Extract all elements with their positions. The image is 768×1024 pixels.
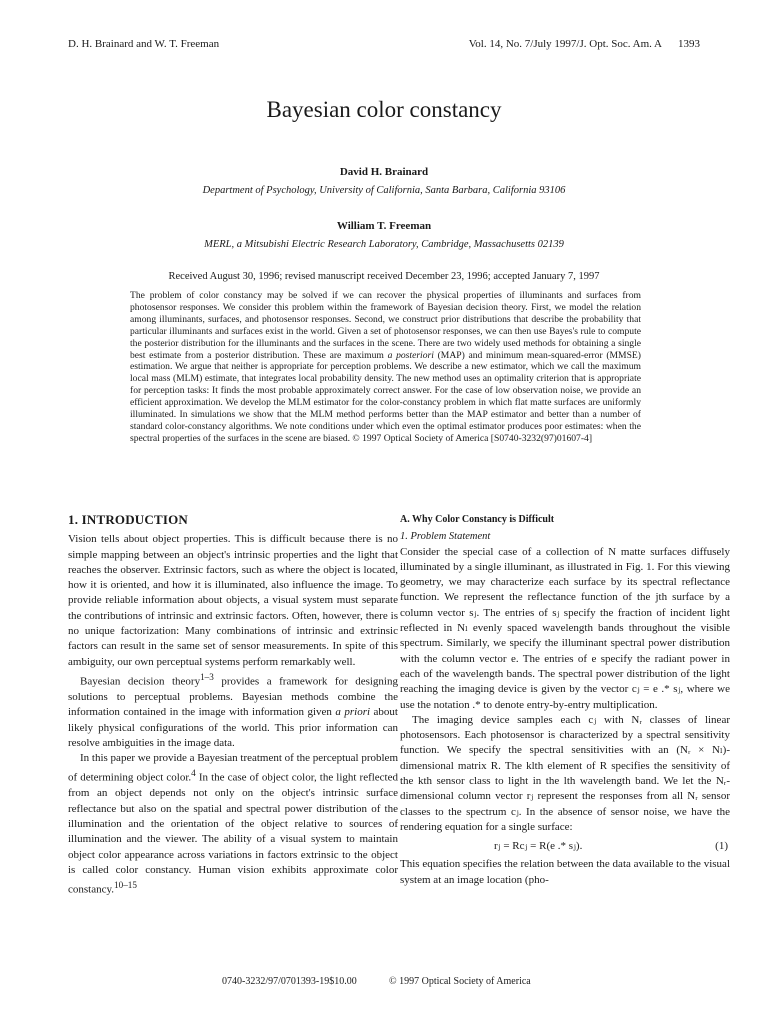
header-page-number: 1393 <box>678 38 700 50</box>
problem-paragraph-2: The imaging device samples each cⱼ with Nᵣ classes of linear photosensors. Each photosensor is characterized by a spectral sensitivity function. We specify the spectral sensitivities with an (Nᵣ × Nₗ)-dimensional matrix R. The klth element of R specifies the sensitivity of the kth sensor class to light in the lth wavelength band. We let the Nᵣ-dimensional column vector rⱼ represent the responses from all Nᵣ sensor classes to the spectrum cⱼ. In the absence of sensor noise, we have the rendering equation for a single surface: <box>400 713 730 833</box>
author-affiliation-2: MERL, a Mitsubishi Electric Research Laboratory, Cambridge, Massachusetts 02139 <box>204 239 564 250</box>
running-header <box>68 38 700 52</box>
author-name-1: David H. Brainard <box>339 166 429 178</box>
equation-expression: rⱼ = Rcⱼ = R(e .* sⱼ). <box>494 840 583 853</box>
equation-1 <box>400 837 730 855</box>
abstract-text-1: The problem of color constancy may be solved if we can recover the physical properties of illuminants and surfaces from photosensor responses. We consider this problem within the framework of Bayesian decision theory. First, we model the relation among illuminants, surfaces, and photosensor responses. Second, we construct prior distributions that describe the probability that particular illuminants and surfaces exist in the world. Given a set of photosensor responses, we can then use Bayes's rule to compute the posterior distribution for the illuminants and the surfaces in the scene. There are two widely used methods for obtaining a single best estimate from a posterior distribution. These are maximum <box>130 290 641 361</box>
problem-paragraph-3: This equation specifies the relation between the data available to the visual system at an image location (pho- <box>400 858 730 886</box>
author-name-2: William T. Freeman <box>336 220 432 232</box>
received-dates: Received August 30, 1996; revised manuscript received December 23, 1996; accepted January 7, 1997 <box>168 271 600 282</box>
footer-copyright: © 1997 Optical Society of America <box>389 976 531 987</box>
intro-p3-text-b: In the case of object color, the light reflected from an object depends not only on the object's intrinsic surface reflectance but also on the spatial and spectral power distribution of the illumination and the orientation of the object relative to sources of illumination and the viewer. The ability of a visual system to maintain object color appearance across variations in factors extrinsic to the object is called color constancy. Human vision exhibits approximate color constancy. <box>68 772 398 896</box>
left-column <box>68 512 398 898</box>
equation-number: (1) <box>715 840 728 853</box>
section-heading-introduction: 1. INTRODUCTION <box>68 512 189 527</box>
subsection-heading: A. Why Color Constancy is Difficult <box>400 514 555 525</box>
intro-paragraph-3 <box>68 751 398 898</box>
intro-p3-text-a: In this paper we provide a Bayesian treatment of the perceptual problem of determining object color. <box>68 752 398 785</box>
abstract-text-2: (MAP) and minimum mean-squared-error (MMSE) estimation. We argue that neither is appropriate for perception problems. We describe a new estimator, which we call the maximum local mass (MLM) estimate, that integrates local probability density. The new method uses an optimality criterion that is appropriate for perception tasks: It finds the most probable approximately correct answer. For the case of low observation noise, we provide an efficient approximation. We develop the MLM estimator for the color-constancy problem in which flat matte surfaces are uniformly illuminated. In simulations we show that the MLM method performs better than the MAP estimator and better than a number of standard color-constancy algorithms. We note conditions under which even the optimal estimator produces poor estimates: when the spectral properties of the surfaces in the scene are biased. © 1997 Optical Society of America [S0740-3232(97)01607-4] <box>130 349 641 444</box>
abstract-italic-term: a posteriori <box>387 349 434 361</box>
intro-p2-text-a: Bayesian decision theory <box>80 675 201 688</box>
subsubsection-heading: 1. Problem Statement <box>400 531 491 543</box>
citation-superscript: 10–15 <box>114 880 137 891</box>
header-journal <box>469 38 700 50</box>
citation-superscript: 4 <box>191 768 196 779</box>
right-column <box>400 512 730 888</box>
abstract <box>130 290 641 445</box>
intro-p2-text-b: provides a framework for designing solutions to perceptual problems. Bayesian methods combine the information contained in the image with information given <box>68 675 398 719</box>
intro-p2-italic: a priori <box>335 706 371 719</box>
intro-p2-text-c: about likely physical configurations of the world. This prior information can resolve ambiguities in the image data. <box>68 706 398 749</box>
citation-superscript: 1–3 <box>200 671 214 682</box>
intro-paragraph-2 <box>68 670 398 751</box>
author-affiliation-1: Department of Psychology, University of California, Santa Barbara, California 93106 <box>202 185 566 196</box>
header-authors: D. H. Brainard and W. T. Freeman <box>68 38 220 50</box>
intro-paragraph-1: Vision tells about object properties. This is difficult because there is no simple mapping between an object's intrinsic properties and the light that reaches the observer. Extrinsic factors, such as where the object is located, how it is oriented, and how it is illuminated, also influence the image. To provide reliable information about objects, a visual system must separate the contributions of intrinsic and extrinsic factors. Often, however, there is no unique factorization: Many combinations of intrinsic and extrinsic factors can result in the same set of sensor measurements. In spite of this ambiguity, our own perceptual systems perform remarkably well. <box>68 533 398 668</box>
paper-title: Bayesian color constancy <box>266 97 502 122</box>
footer-code: 0740-3232/97/0701393-19$10.00 <box>222 976 357 987</box>
problem-paragraph-1: Consider the special case of a collection of N matte surfaces diffusely illuminated by a single illuminant, as illustrated in Fig. 1. For this viewing geometry, we may characterize each surface by its spectral reflectance function. We represent the reflectance function of the jth surface by a column vector sⱼ. The entries of sⱼ specify the fraction of incident light reflected in Nₗ evenly spaced wavelength bands throughout the visible spectrum. Similarly, we specify the illuminant spectral power distribution with the column vector e. The entries of e specify the radiant power in each of the wavelength bands. The spectral power distribution of the light reaching the imaging device is given by the vector cⱼ = e .* sⱼ, where we use the notation .* to denote entry-by-entry multiplication. <box>400 545 730 711</box>
header-journal-citation: Vol. 14, No. 7/July 1997/J. Opt. Soc. Am. A <box>468 38 662 50</box>
